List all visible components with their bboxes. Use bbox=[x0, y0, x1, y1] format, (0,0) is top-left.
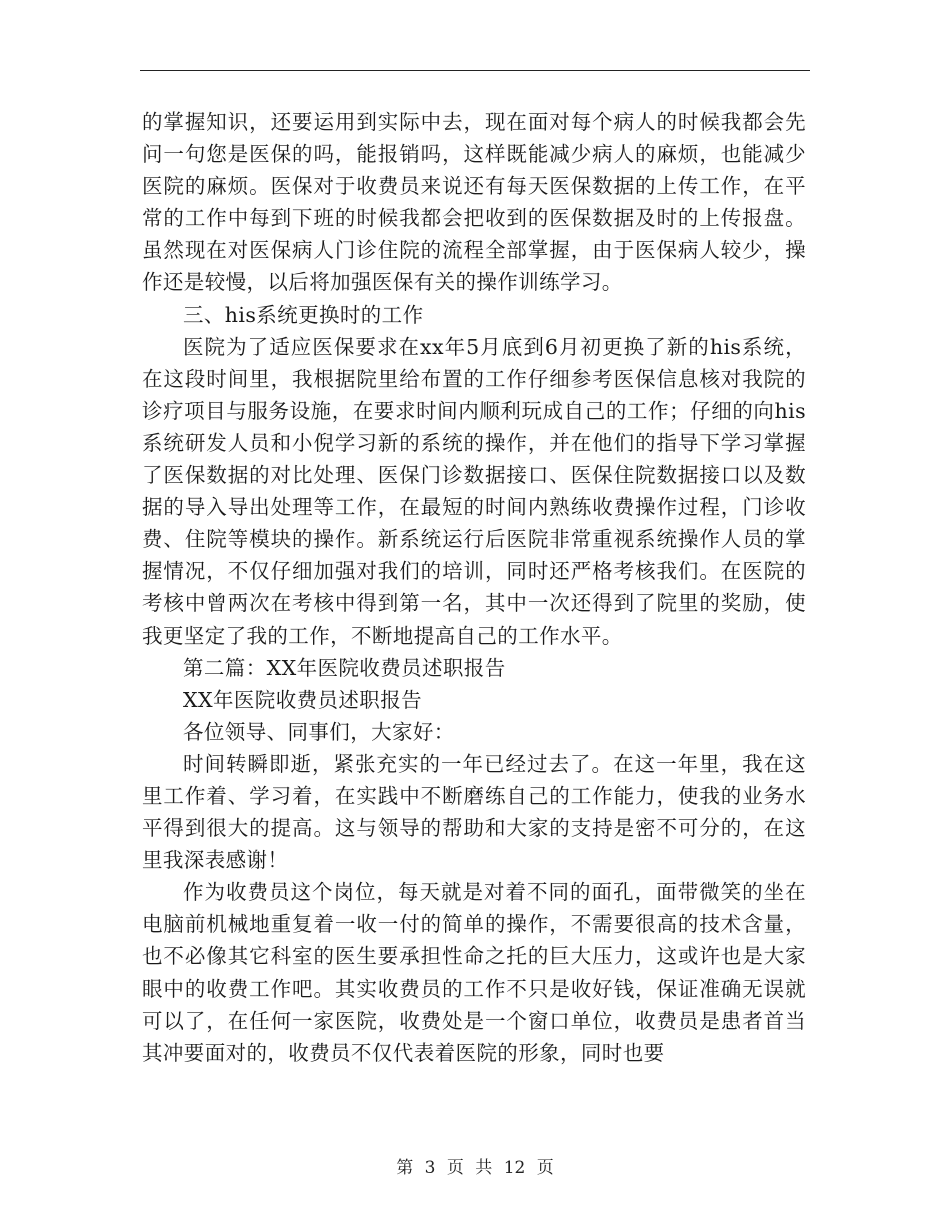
page-footer: 第 3 页 共 12 页 bbox=[396, 1158, 554, 1178]
paragraph-1: 的掌握知识，还要运用到实际中去，现在面对每个病人的时候我都会先问一句您是医保的吗，能报销吗，这样既能减少病人的麻烦，也能减少医院的麻烦。医保对于收费员来说还有每天医保数据的上传工作，在平常的工作中每到下班的时候我都会把收到的医保数据及时的上传报盘。虽然现在对医保病人门诊住院的流程全部掌握，由于医保病人较少，操作还是较慢，以后将加强医保有关的操作训练学习。 bbox=[142, 110, 806, 295]
document-body bbox=[142, 106, 806, 1069]
section-heading-his: 三、his系统更换时的工作 bbox=[183, 302, 424, 327]
paragraph-7: 时间转瞬即逝，紧张充实的一年已经过去了。在这一年里，我在这里工作着、学习着，在实践中不断磨练自己的工作能力，使我的业务水平得到很大的提高。这与领导的帮助和大家的支持是密不可分的，在这里我深表感谢！ bbox=[142, 751, 806, 873]
paragraph-8: 作为收费员这个岗位，每天就是对着不同的面孔，面带微笑的坐在电脑前机械地重复着一收一付的简单的操作，不需要很高的技术含量，也不必像其它科室的医生要承担性命之托的巨大压力，这或许也是大家眼中的收费工作吧。其实收费员的工作不只是收好钱，保证准确无误就可以了，在任何一家医院，收费处是一个窗口单位，收费员是患者首当其冲要面对的，收费员不仅代表着医院的形象，同时也要 bbox=[142, 880, 806, 1065]
header-rule bbox=[140, 70, 810, 71]
chapter-heading: 第二篇：XX年医院收费员述职报告 bbox=[183, 655, 506, 680]
paragraph-3: 医院为了适应医保要求在xx年5月底到6月初更换了新的his系统，在这段时间里，我根据院里给布置的工作仔细参考医保信息核对我院的诊疗项目与服务设施，在要求时间内顺利玩成自己的工作；仔细的向his系统研发人员和小倪学习新的系统的操作，并在他们的指导下学习掌握了医保数据的对比处理、医保门诊数据接口、医保住院数据接口以及数据的导入导出处理等工作，在最短的时间内熟练收费操作过程，门诊收费、住院等模块的操作。新系统运行后医院非常重视系统操作人员的掌握情况，不仅仔细加强对我们的培训，同时还严格考核我们。在医院的考核中曾两次在考核中得到第一名，其中一次还得到了院里的奖励，使我更坚定了我的工作，不断地提高自己的工作水平。 bbox=[142, 334, 806, 648]
report-title: XX年医院收费员述职报告 bbox=[183, 687, 422, 712]
salutation: 各位领导、同事们，大家好： bbox=[183, 719, 455, 744]
